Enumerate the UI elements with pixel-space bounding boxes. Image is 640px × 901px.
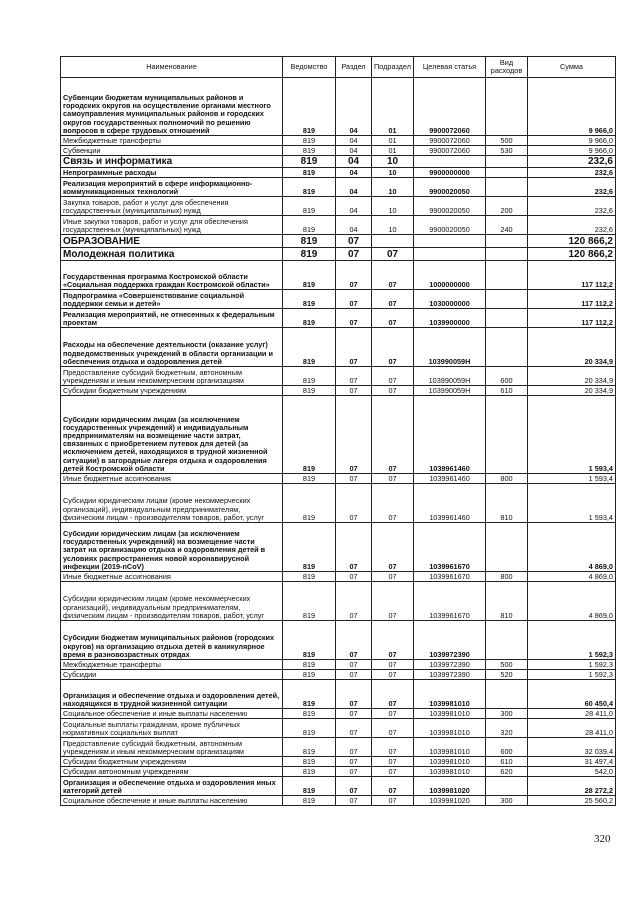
row-name: Расходы на обеспечение деятельности (оказание услуг) подведомственных учреждений в области организации и обеспечения отдыха и оздоровления детей — [61, 328, 283, 367]
row-section: 07 — [336, 709, 372, 719]
row-section: 07 — [336, 621, 372, 660]
row-subsection: 07 — [372, 738, 414, 757]
row-subsection: 10 — [372, 178, 414, 197]
table-row — [61, 777, 616, 796]
row-amount: 117 112,2 — [528, 261, 616, 290]
header-name: Наименование — [61, 57, 283, 78]
row-name: Субсидии юридическим лицам (кроме некоммерческих организаций), индивидуальным предпринимателям, физическим лицам - производителям товаров, работ, услуг — [61, 484, 283, 523]
row-department: 819 — [283, 396, 336, 474]
row-expense-type — [486, 248, 528, 261]
header-subsection: Подраздел — [372, 57, 414, 78]
header-department: Ведомство — [283, 57, 336, 78]
row-section: 07 — [336, 777, 372, 796]
table-row — [61, 484, 616, 523]
row-name: Подпрограмма «Совершенствование социальной поддержки семьи и детей» — [61, 290, 283, 309]
row-target-item: 1030000000 — [414, 290, 486, 309]
row-subsection: 07 — [372, 290, 414, 309]
row-subsection: 10 — [372, 197, 414, 216]
row-amount: 232,6 — [528, 156, 616, 168]
row-department: 819 — [283, 621, 336, 660]
row-amount: 20 334,9 — [528, 386, 616, 396]
row-amount: 1 592,3 — [528, 670, 616, 680]
row-section: 07 — [336, 328, 372, 367]
row-target-item: 1039981010 — [414, 757, 486, 767]
header-expense-type: Вид расходов — [486, 57, 528, 78]
row-department: 819 — [283, 235, 336, 248]
row-subsection: 07 — [372, 767, 414, 777]
row-amount: 4 869,0 — [528, 572, 616, 582]
row-expense-type: 500 — [486, 136, 528, 146]
row-department: 819 — [283, 572, 336, 582]
row-target-item: 1039981010 — [414, 680, 486, 709]
row-section: 07 — [336, 290, 372, 309]
page-number: 320 — [594, 833, 611, 845]
table-row — [61, 168, 616, 178]
row-expense-type — [486, 396, 528, 474]
row-name: Субсидии юридическим лицам (кроме некоммерческих организаций), индивидуальным предпринимателям, физическим лицам - производителям товаров, работ, услуг — [61, 582, 283, 621]
row-name: Социальное обеспечение и иные выплаты населению — [61, 796, 283, 806]
row-target-item: 9900072060 — [414, 136, 486, 146]
row-name: Иные бюджетные ассигнования — [61, 572, 283, 582]
row-section: 04 — [336, 136, 372, 146]
row-expense-type: 200 — [486, 197, 528, 216]
row-expense-type — [486, 178, 528, 197]
table-row — [61, 146, 616, 156]
row-expense-type — [486, 261, 528, 290]
row-subsection: 07 — [372, 777, 414, 796]
row-target-item: 1039981020 — [414, 777, 486, 796]
row-amount: 9 966,0 — [528, 136, 616, 146]
row-expense-type: 300 — [486, 709, 528, 719]
table-row — [61, 621, 616, 660]
row-name: Субвенции бюджетам муниципальных районов и городских округов на осуществление органами местного самоуправления муниципальных районов и городских округов государственных полномочий по решению вопросов в сфере трудовых отношений — [61, 78, 283, 136]
row-name: Субсидии бюджетным учреждениям — [61, 757, 283, 767]
row-name: Предоставление субсидий бюджетным, автономным учреждениям и иным некоммерческим организациям — [61, 738, 283, 757]
row-expense-type: 810 — [486, 582, 528, 621]
row-section: 07 — [336, 235, 372, 248]
row-amount: 117 112,2 — [528, 290, 616, 309]
row-department: 819 — [283, 738, 336, 757]
table-row — [61, 156, 616, 168]
row-target-item — [414, 156, 486, 168]
row-target-item: 1039981010 — [414, 767, 486, 777]
row-department: 819 — [283, 156, 336, 168]
row-department: 819 — [283, 261, 336, 290]
row-expense-type — [486, 78, 528, 136]
row-target-item: 1039961670 — [414, 582, 486, 621]
table-row — [61, 290, 616, 309]
row-department: 819 — [283, 168, 336, 178]
row-name: Субсидии юридическим лицам (за исключением государственных учреждений) и индивидуальным предпринимателям на возмещение части затрат, связанных с приобретением путевок для детей (за исключением детей, находящихся в трудной жизненной ситуации) в загородные лагеря отдыха и оздоровления детей Костромской области — [61, 396, 283, 474]
row-section: 04 — [336, 168, 372, 178]
table-row — [61, 136, 616, 146]
row-expense-type: 800 — [486, 474, 528, 484]
row-department: 819 — [283, 367, 336, 386]
row-expense-type — [486, 309, 528, 328]
row-expense-type — [486, 168, 528, 178]
row-expense-type: 810 — [486, 484, 528, 523]
row-target-item: 103990059Н — [414, 386, 486, 396]
row-expense-type — [486, 328, 528, 367]
row-expense-type — [486, 621, 528, 660]
row-target-item: 9900072060 — [414, 146, 486, 156]
row-amount: 1 592,3 — [528, 660, 616, 670]
row-subsection: 07 — [372, 396, 414, 474]
row-name: Социальное обеспечение и иные выплаты населению — [61, 709, 283, 719]
table-row — [61, 660, 616, 670]
row-amount: 1 593,4 — [528, 484, 616, 523]
row-section: 07 — [336, 680, 372, 709]
row-expense-type — [486, 235, 528, 248]
row-name: Молодежная политика — [61, 248, 283, 261]
row-subsection: 07 — [372, 261, 414, 290]
row-name: Реализация мероприятий в сфере информационно-коммуникационных технологий — [61, 178, 283, 197]
row-expense-type: 320 — [486, 719, 528, 738]
row-department: 819 — [283, 582, 336, 621]
row-expense-type — [486, 777, 528, 796]
row-subsection: 07 — [372, 709, 414, 719]
header-section: Раздел — [336, 57, 372, 78]
row-subsection: 07 — [372, 660, 414, 670]
table-row — [61, 757, 616, 767]
row-target-item: 9900020050 — [414, 197, 486, 216]
row-name: Закупка товаров, работ и услуг для обеспечения государственных (муниципальных) нужд — [61, 197, 283, 216]
row-department: 819 — [283, 796, 336, 806]
row-section: 07 — [336, 582, 372, 621]
row-amount: 232,6 — [528, 197, 616, 216]
row-department: 819 — [283, 719, 336, 738]
table-row — [61, 796, 616, 806]
row-amount: 20 334,9 — [528, 328, 616, 367]
row-name: Субсидии бюджетам муниципальных районов (городских округов) на организацию отдыха детей в каникулярное время в разновозрастных отрядах — [61, 621, 283, 660]
row-target-item: 9900020050 — [414, 216, 486, 235]
row-section: 04 — [336, 146, 372, 156]
table-row — [61, 78, 616, 136]
row-subsection: 01 — [372, 78, 414, 136]
row-target-item: 103990059Н — [414, 328, 486, 367]
row-section: 07 — [336, 261, 372, 290]
row-target-item: 1039961670 — [414, 572, 486, 582]
row-target-item: 9900000000 — [414, 168, 486, 178]
row-section: 07 — [336, 474, 372, 484]
table-row — [61, 261, 616, 290]
row-name: Организация и обеспечение отдыха и оздоровления иных категорий детей — [61, 777, 283, 796]
row-subsection: 01 — [372, 146, 414, 156]
row-name: Связь и информатика — [61, 156, 283, 168]
table-row — [61, 328, 616, 367]
row-subsection: 07 — [372, 309, 414, 328]
row-target-item: 1039972390 — [414, 660, 486, 670]
row-department: 819 — [283, 178, 336, 197]
row-section: 07 — [336, 367, 372, 386]
table-row — [61, 670, 616, 680]
row-subsection: 10 — [372, 156, 414, 168]
row-amount: 9 966,0 — [528, 78, 616, 136]
row-department: 819 — [283, 484, 336, 523]
row-name: Субсидии бюджетным учреждениям — [61, 386, 283, 396]
row-target-item: 1039972390 — [414, 670, 486, 680]
row-subsection: 07 — [372, 796, 414, 806]
row-name: Межбюджетные трансферты — [61, 136, 283, 146]
row-target-item: 1039972390 — [414, 621, 486, 660]
row-name: Реализация мероприятий, не отнесенных к федеральным проектам — [61, 309, 283, 328]
table-header-row — [61, 57, 616, 78]
row-amount: 28 411,0 — [528, 719, 616, 738]
row-subsection: 10 — [372, 168, 414, 178]
row-department: 819 — [283, 146, 336, 156]
row-name: Субсидии юридическим лицам (за исключением государственных учреждений) на возмещение части затрат на организацию отдыха и оздоровления детей в условиях распространения новой коронавирусной инфекции (2019-nCoV) — [61, 523, 283, 572]
row-department: 819 — [283, 197, 336, 216]
table-row — [61, 248, 616, 261]
row-section: 04 — [336, 156, 372, 168]
row-name: Межбюджетные трансферты — [61, 660, 283, 670]
row-expense-type: 520 — [486, 670, 528, 680]
row-section: 04 — [336, 178, 372, 197]
row-department: 819 — [283, 386, 336, 396]
row-name: Непрограммные расходы — [61, 168, 283, 178]
table-row — [61, 767, 616, 777]
row-expense-type: 620 — [486, 767, 528, 777]
row-subsection: 07 — [372, 621, 414, 660]
table-row — [61, 216, 616, 235]
row-section: 07 — [336, 386, 372, 396]
row-target-item: 1000000000 — [414, 261, 486, 290]
row-amount: 28 411,0 — [528, 709, 616, 719]
row-target-item: 103990059Н — [414, 367, 486, 386]
table-row — [61, 474, 616, 484]
row-expense-type: 240 — [486, 216, 528, 235]
row-section: 07 — [336, 572, 372, 582]
row-expense-type: 530 — [486, 146, 528, 156]
budget-document — [60, 56, 615, 806]
table-row — [61, 719, 616, 738]
table-row — [61, 367, 616, 386]
row-name: ОБРАЗОВАНИЕ — [61, 235, 283, 248]
row-amount: 32 039,4 — [528, 738, 616, 757]
row-subsection: 07 — [372, 680, 414, 709]
row-amount: 232,6 — [528, 216, 616, 235]
row-subsection: 07 — [372, 719, 414, 738]
row-section: 07 — [336, 719, 372, 738]
row-target-item: 1039961460 — [414, 484, 486, 523]
row-department: 819 — [283, 248, 336, 261]
row-amount: 31 497,4 — [528, 757, 616, 767]
row-subsection: 07 — [372, 523, 414, 572]
row-amount: 4 869,0 — [528, 582, 616, 621]
row-department: 819 — [283, 680, 336, 709]
row-subsection: 07 — [372, 474, 414, 484]
row-subsection: 07 — [372, 582, 414, 621]
row-subsection: 10 — [372, 216, 414, 235]
row-section: 07 — [336, 484, 372, 523]
row-expense-type: 600 — [486, 738, 528, 757]
row-amount: 1 592,3 — [528, 621, 616, 660]
row-section: 07 — [336, 523, 372, 572]
row-department: 819 — [283, 328, 336, 367]
row-target-item: 1039961670 — [414, 523, 486, 572]
header-target-item: Целевая статья — [414, 57, 486, 78]
row-name: Государственная программа Костромской области «Социальная поддержка граждан Костромской области» — [61, 261, 283, 290]
row-expense-type — [486, 523, 528, 572]
row-expense-type: 500 — [486, 660, 528, 670]
row-target-item: 9900072060 — [414, 78, 486, 136]
row-department: 819 — [283, 474, 336, 484]
row-subsection: 07 — [372, 484, 414, 523]
row-section: 07 — [336, 796, 372, 806]
row-amount: 9 966,0 — [528, 146, 616, 156]
table-row — [61, 309, 616, 328]
row-amount: 25 560,2 — [528, 796, 616, 806]
row-name: Иные закупки товаров, работ и услуг для обеспечения государственных (муниципальных) нужд — [61, 216, 283, 235]
row-name: Организация и обеспечение отдыха и оздоровления детей, находящихся в трудной жизненной ситуации — [61, 680, 283, 709]
row-target-item: 1039981020 — [414, 796, 486, 806]
row-amount: 120 866,2 — [528, 235, 616, 248]
row-subsection: 07 — [372, 757, 414, 767]
row-department: 819 — [283, 670, 336, 680]
row-department: 819 — [283, 777, 336, 796]
row-name: Субвенции — [61, 146, 283, 156]
row-amount: 232,6 — [528, 178, 616, 197]
row-department: 819 — [283, 767, 336, 777]
row-expense-type: 600 — [486, 367, 528, 386]
table-row — [61, 197, 616, 216]
row-subsection: 07 — [372, 670, 414, 680]
row-department: 819 — [283, 709, 336, 719]
row-subsection: 01 — [372, 136, 414, 146]
table-row — [61, 572, 616, 582]
row-target-item: 9900020050 — [414, 178, 486, 197]
table-row — [61, 738, 616, 757]
row-department: 819 — [283, 216, 336, 235]
row-subsection: 07 — [372, 328, 414, 367]
row-expense-type: 800 — [486, 572, 528, 582]
table-row — [61, 523, 616, 572]
row-department: 819 — [283, 136, 336, 146]
row-subsection: 07 — [372, 386, 414, 396]
row-target-item — [414, 235, 486, 248]
row-section: 07 — [336, 738, 372, 757]
row-name: Иные бюджетные ассигнования — [61, 474, 283, 484]
row-expense-type — [486, 156, 528, 168]
table-row — [61, 396, 616, 474]
row-subsection: 07 — [372, 367, 414, 386]
row-subsection: 07 — [372, 572, 414, 582]
row-subsection: 07 — [372, 248, 414, 261]
row-amount: 20 334,9 — [528, 367, 616, 386]
row-expense-type: 610 — [486, 757, 528, 767]
row-section: 04 — [336, 216, 372, 235]
row-expense-type: 300 — [486, 796, 528, 806]
row-name: Предоставление субсидий бюджетным, автономным учреждениям и иным некоммерческим организациям — [61, 367, 283, 386]
row-expense-type: 610 — [486, 386, 528, 396]
row-name: Субсидии автономным учреждениям — [61, 767, 283, 777]
table-row — [61, 582, 616, 621]
row-amount: 232,6 — [528, 168, 616, 178]
row-section: 04 — [336, 197, 372, 216]
row-name: Субсидии — [61, 670, 283, 680]
row-amount: 120 866,2 — [528, 248, 616, 261]
row-section: 07 — [336, 660, 372, 670]
row-section: 07 — [336, 767, 372, 777]
table-row — [61, 709, 616, 719]
row-department: 819 — [283, 309, 336, 328]
table-row — [61, 386, 616, 396]
row-target-item: 1039900000 — [414, 309, 486, 328]
row-amount: 1 593,4 — [528, 474, 616, 484]
row-target-item: 1039961460 — [414, 474, 486, 484]
row-subsection — [372, 235, 414, 248]
row-department: 819 — [283, 660, 336, 670]
table-row — [61, 178, 616, 197]
table-row — [61, 680, 616, 709]
row-amount: 1 593,4 — [528, 396, 616, 474]
row-expense-type — [486, 290, 528, 309]
row-department: 819 — [283, 523, 336, 572]
row-target-item: 1039981010 — [414, 709, 486, 719]
row-expense-type — [486, 680, 528, 709]
header-amount: Сумма — [528, 57, 616, 78]
row-amount: 117 112,2 — [528, 309, 616, 328]
row-section: 07 — [336, 757, 372, 767]
row-section: 04 — [336, 78, 372, 136]
row-amount: 542,0 — [528, 767, 616, 777]
row-section: 07 — [336, 309, 372, 328]
row-amount: 4 869,0 — [528, 523, 616, 572]
table-row — [61, 235, 616, 248]
row-target-item: 1039981010 — [414, 738, 486, 757]
row-department: 819 — [283, 290, 336, 309]
row-amount: 60 450,4 — [528, 680, 616, 709]
row-department: 819 — [283, 78, 336, 136]
row-target-item: 1039961460 — [414, 396, 486, 474]
row-section: 07 — [336, 248, 372, 261]
row-target-item: 1039981010 — [414, 719, 486, 738]
row-department: 819 — [283, 757, 336, 767]
row-section: 07 — [336, 396, 372, 474]
row-target-item — [414, 248, 486, 261]
row-name: Социальные выплаты гражданам, кроме публичных нормативных социальных выплат — [61, 719, 283, 738]
row-section: 07 — [336, 670, 372, 680]
budget-table — [60, 56, 616, 806]
row-amount: 28 272,2 — [528, 777, 616, 796]
